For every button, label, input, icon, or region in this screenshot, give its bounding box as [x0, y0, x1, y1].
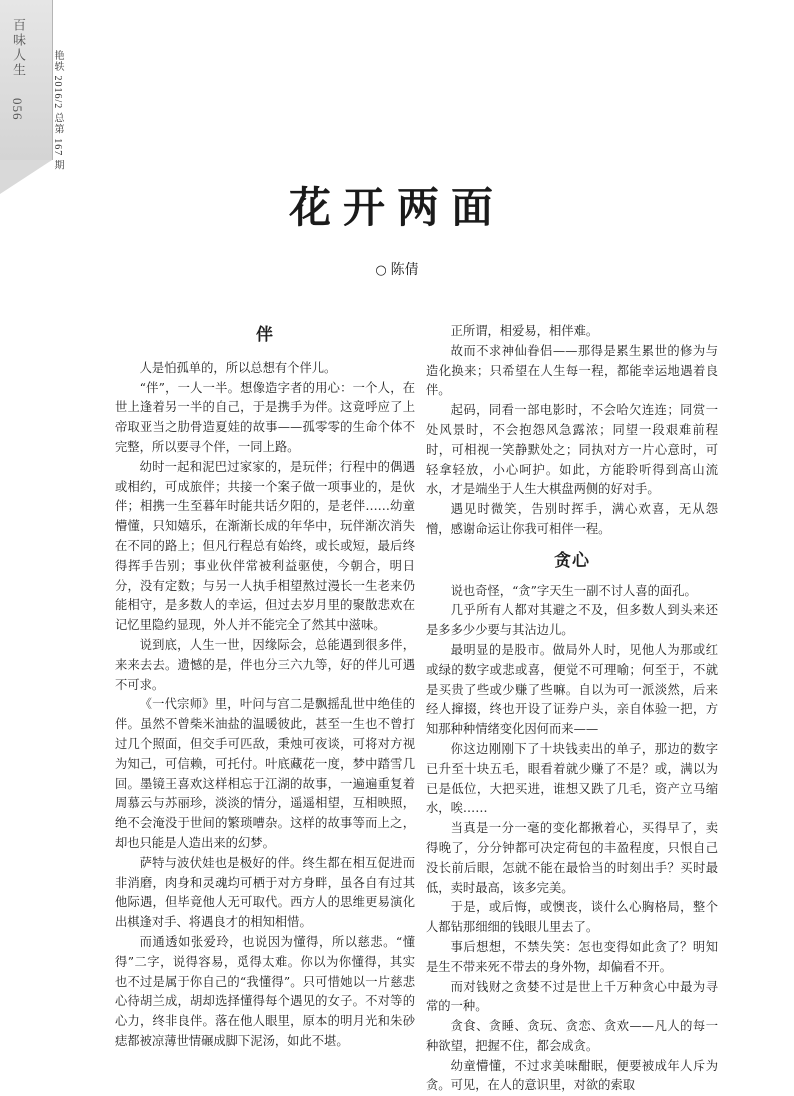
paragraph: 幼童懵懂，不过求美味酣眠，便要被成年人斥为贪。可见，在人的意识里，对欲的索取 [426, 1058, 718, 1093]
paragraph: “伴”，一人一半。想像造字者的用心：一个人，在世上逢着另一半的自己，于是携手为伴。这竟呼应了上帝取亚当之肋骨造夏娃的故事——孤零零的生命个体不完整，所以要寻个伴，一同上路。 [115, 380, 415, 454]
issue-line: 艳轶 2016/2 总第 167 期 [52, 50, 63, 171]
paragraph: 幼时一起和泥巴过家家的，是玩伴；行程中的偶遇或相约，可成旅伴；共接一个案子做一项事业的，是伙伴；相携一生至暮年时能共话夕阳的，是老伴……幼童懵懂，只知嬉乐，在渐渐长成的年华中，玩伴渐次消失在不同的路上；但凡行程总有始终，或长或短，最后终得挥手告别；事业伙伴常被利益驱使，今朝合，明日分，没有定数；与另一人执手相望熬过漫长一生老来仍能相守，是多数人的幸运，但过去岁月里的聚散悲欢在记忆里隐约显现，外人并不能完全了然其中滋味。 [115, 459, 415, 633]
section-heading-ban: 伴 [256, 325, 274, 345]
paragraph: 而通透如张爱玲，也说因为懂得，所以慈悲。“懂得”二字，说得容易，觅得太难。你以为你懂得，其实也不过是属于你自己的“我懂得”。只可惜她以一片慈悲心待胡兰成，胡却选择懂得每个遇见的女子。不对等的心力，终非良伴。落在他人眼里，原本的明月光和朱砂痣都被凉薄世情碾成脚下泥汤，如此不堪。 [115, 934, 415, 1048]
author-name: 陈倩 [390, 262, 419, 278]
paragraph: 最明显的是股市。做局外人时，见他人为那或红或绿的数字或悲或喜，便觉不可理喻；何至于，不就是买贵了些或少赚了些嘛。自以为可一派淡然，后来经人撺掇，终也开设了证券户头，亲自体验一把，方知那种种情绪变化因何而来—— [426, 642, 718, 737]
page-number: 056 [10, 98, 25, 121]
paragraph: 萨特与波伏娃也是极好的伴。终生都在相互促进而非消磨，肉身和灵魂均可栖于对方身畔，虽各自有过其他际遇，但毕竟他人无可取代。西方人的思维更易演化出棋逢对手、将遇良才的相知相惜。 [115, 855, 415, 930]
section-heading-tanxin: 贪心 [554, 550, 590, 571]
article-title: 花开两面 [288, 183, 505, 232]
paragraph: 说到底，人生一世，因缘际会，总能遇到很多伴，来来去去。遗憾的是，伴也分三六九等，好的伴儿可遇不可求。 [115, 637, 415, 692]
paragraph: 而对钱财之贪婪不过是世上千万种贪心中最为寻常的一种。 [426, 979, 718, 1014]
left-column [115, 320, 415, 1052]
paragraph: 你这边刚刚下了十块钱卖出的单子，那边的数字已升至十块五毛，眼看着就少赚了不是？或，满以为已是低位，大把买进，谁想又跌了几毛，资产立马缩水，唉…… [426, 741, 718, 816]
corner-tab [0, 0, 53, 160]
paragraph: 《一代宗师》里，叶问与宫二是飘摇乱世中绝佳的伴。虽然不曾柴米油盐的温暖彼此，甚至一生也不曾打过几个照面，但交手可匹敌，秉烛可夜谈，可将对方视为知己，可信赖，可托付。叶底藏花一度，梦中踏雪几回。墨镜王喜欢这样相忘于江湖的故事，一遍遍重复着周慕云与苏丽珍，淡淡的情分，遥遥相望，互相映照，绝不会淹没于世间的繁琐嘈杂。这样的故事等而上之，却也只能是人造出来的幻梦。 [115, 697, 415, 850]
right-column [426, 322, 718, 1096]
paragraph: 人是怕孤单的，所以总想有个伴儿。 [139, 360, 337, 375]
paragraph: 几乎所有人都对其避之不及，但多数人到头来还是多多少少要与其沾边儿。 [426, 603, 718, 638]
paragraph: 遇见时微笑，告别时挥手，满心欢喜，无从怨憎，感谢命运让你我可相伴一程。 [426, 502, 718, 536]
section-label: 百味人生 [10, 18, 25, 78]
paragraph: 起码，同看一部电影时，不会哈欠连连；同赏一处风景时，不会抱怨风急露浓；同望一段艰难前程时，可相视一笑静默处之；同执对方一片心意时，可轻拿轻放，小心呵护。如此，方能聆听得到高山流水，才是端坐于人生大棋盘两侧的好对手。 [426, 403, 718, 497]
paragraph: 故而不求神仙眷侣——那得是累生累世的修为与造化换来；只希望在人生每一程，都能幸运地遇着良伴。 [426, 343, 718, 398]
paragraph: 贪食、贪睡、贪玩、贪恋、贪欢——凡人的每一种欲望，把握不住，都会成贪。 [426, 1019, 718, 1053]
paragraph: 于是，或后悔，或懊丧，谈什么心胸格局，整个人都钻那细细的钱眼儿里去了。 [426, 900, 718, 935]
author-line [0, 259, 794, 279]
paragraph: 事后想想，不禁失笑：怎也变得如此贪了？明知是生不带来死不带去的身外物，却偏看不开。 [426, 939, 718, 974]
paragraph: 当真是一分一毫的变化都揪着心，买得早了，卖得晚了，分分钟都可决定荷包的丰盈程度，只恨自己没长前后眼，怎就不能在最恰当的时刻出手？买时最低，卖时最高，该多完美。 [426, 821, 718, 895]
author-mark: ○ [375, 263, 387, 278]
paragraph: 说也奇怪，“贪”字天生一副不讨人喜的面孔。 [450, 583, 697, 598]
paragraph: 正所谓，相爱易，相伴难。 [450, 324, 599, 338]
